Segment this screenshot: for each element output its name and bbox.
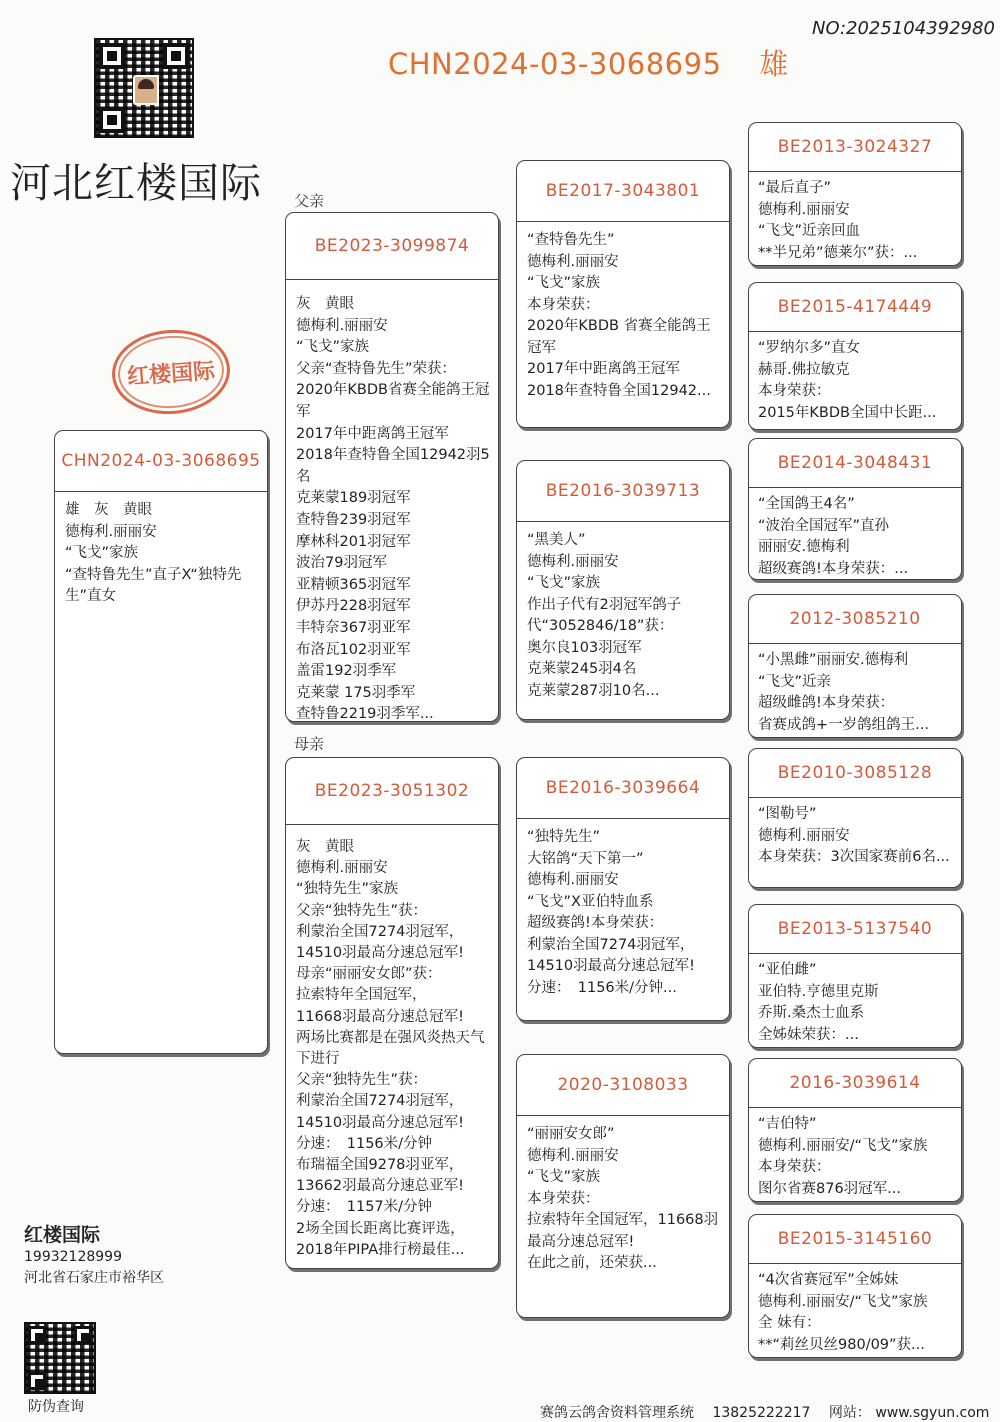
- ggp-line: “小黑雌”丽丽安.德梅利: [758, 652, 909, 668]
- father-ring: BE2023-3099874: [286, 213, 498, 280]
- ggp-line: 全姊妹荣获：...: [758, 1026, 859, 1043]
- ggp-line: “最后直子”: [758, 180, 832, 196]
- subject-card[interactable]: [54, 430, 268, 1054]
- great-grandparent-details: [749, 644, 961, 742]
- ggp-line: 图尔省赛876羽冠军...: [758, 1180, 902, 1197]
- gp-line: 2018年查特鲁全国12942...: [527, 382, 711, 399]
- father-line: 亚精顿365羽冠军: [296, 576, 411, 593]
- mother-line: “独特先生”家族: [296, 881, 399, 898]
- great-grandparent-details: [749, 172, 961, 270]
- ggp-line: “罗纳尔多”直女: [758, 340, 861, 356]
- footer: [540, 1402, 989, 1422]
- great-grandparent-details: [749, 798, 961, 875]
- father-line: 波治79羽冠军: [296, 555, 387, 572]
- mother-line: 父亲“独特先生”获：: [296, 902, 428, 919]
- gp-line: “查特鲁先生”: [527, 232, 615, 248]
- ggp-line: **半兄弟”德莱尔”获：...: [758, 244, 918, 261]
- header-ring: [388, 42, 789, 83]
- mother-line: 两场比赛都是在强风炎热天气下进行: [296, 1029, 485, 1068]
- great-grandparent-details: [749, 488, 961, 586]
- great-grandparent-card[interactable]: [748, 748, 962, 888]
- ggp-line: 2015年KBDB全国中长距...: [758, 404, 937, 421]
- mother-line: 利蒙治全国7274羽冠军，: [296, 1093, 464, 1110]
- ggp-line: 德梅利.丽丽安/“飞戈”家族: [758, 1293, 928, 1310]
- gp-line: 德梅利.丽丽安: [527, 872, 619, 888]
- great-grandparent-details: [749, 1264, 961, 1362]
- father-line: 2018年查特鲁全国12942羽5名: [296, 447, 490, 485]
- gp-line: 在此之前，还荣获...: [527, 1255, 657, 1271]
- subject-line: “查特鲁先生”直子X“独特先生”直女: [65, 566, 242, 604]
- father-line: 2017年中距离鸽王冠军: [296, 425, 449, 442]
- mother-line: 布瑞福全国9278羽亚军，: [296, 1157, 464, 1174]
- footer-system: 赛鸽云鸽舍资料管理系统: [540, 1405, 694, 1421]
- father-line: 灰 黄眼: [296, 296, 354, 312]
- gp-line: 克莱蒙287羽10名...: [527, 682, 660, 699]
- gp-line: 克莱蒙245羽4名: [527, 661, 637, 677]
- mother-line: 2018年PIPA排行榜最佳...: [296, 1241, 465, 1258]
- great-grandparent-card[interactable]: [748, 282, 962, 430]
- mother-details: [286, 825, 498, 1267]
- father-line: 丰特奈367羽亚军: [296, 619, 411, 636]
- ggp-line: 全 妹有：: [758, 1315, 821, 1331]
- ggp-line: 德梅利.丽丽安: [758, 827, 850, 844]
- mother-line: 11668羽最高分速总冠军!: [296, 1008, 464, 1025]
- mother-line: 分速： 1156米/分钟: [296, 1135, 433, 1152]
- brand-title: 河北红楼国际: [10, 159, 262, 207]
- father-line: 盖雷192羽季军: [296, 663, 397, 680]
- ggp-line: 丽丽安.德梅利: [758, 539, 850, 555]
- great-grandparent-card[interactable]: [748, 1214, 962, 1358]
- mother-line: 母亲“丽丽安女郎”获：: [296, 966, 442, 983]
- mother-line: 13662羽最高分速总亚军!: [296, 1178, 464, 1195]
- subject-line: 德梅利.丽丽安: [65, 523, 157, 540]
- ggp-line: 超级赛鸽!本身荣获：...: [758, 560, 909, 577]
- gp-line: 本身荣获：: [527, 296, 600, 313]
- top-qr-code[interactable]: [94, 38, 194, 138]
- grandparent-ring: BE2016-3039664: [517, 758, 729, 819]
- father-line: 克莱蒙 175羽季军: [296, 684, 416, 701]
- footer-phone: 13825222217: [712, 1405, 811, 1421]
- ggp-line: 德梅利.丽丽安: [758, 201, 850, 218]
- gp-line: “飞戈”家族: [527, 275, 601, 291]
- father-line: 摩林科201羽冠军: [296, 533, 411, 550]
- gp-line: 最高分速总冠军!: [527, 1233, 635, 1250]
- ggp-line: 乔斯.桑杰士血系: [758, 1005, 865, 1021]
- great-grandparent-card[interactable]: [748, 1058, 962, 1202]
- grandparent-details: [517, 222, 729, 408]
- grandparent-details: [517, 1116, 729, 1281]
- mother-line: 2场全国长距离比赛评选，: [296, 1220, 465, 1237]
- ggp-line: 本身荣获：3次国家赛前6名...: [758, 849, 950, 865]
- great-grandparent-ring: BE2013-5137540: [749, 905, 961, 954]
- verify-label[interactable]: 防伪查询: [28, 1399, 84, 1415]
- father-line: 查特鲁239羽冠军: [296, 511, 411, 528]
- ggp-line: **“莉丝贝丝980/09”获...: [758, 1336, 925, 1353]
- contact-phone: 19932128999: [24, 1249, 122, 1265]
- gp-line: 利蒙治全国7274羽冠军，: [527, 936, 695, 953]
- mother-label: 母亲: [294, 735, 325, 753]
- ggp-line: 亚伯特.亨德里克斯: [758, 983, 879, 1000]
- gp-line: 拉索特年全国冠军，11668羽: [527, 1212, 719, 1228]
- ggp-line: “波治全国冠军”直孙: [758, 517, 890, 534]
- great-grandparent-ring: 2016-3039614: [749, 1059, 961, 1108]
- footer-site-label: 网站：: [828, 1405, 871, 1421]
- gp-line: “黑美人”: [527, 532, 586, 548]
- father-line: “飞戈”家族: [296, 339, 370, 356]
- gp-line: “飞戈”家族: [527, 575, 601, 591]
- gp-line: “丽丽安女郎”: [527, 1126, 615, 1142]
- father-line: 布洛瓦102羽亚军: [296, 641, 411, 658]
- ggp-line: “图勒号”: [758, 806, 817, 822]
- mother-line: 分速： 1157米/分钟: [296, 1199, 433, 1216]
- grandparent-ring: 2020-3108033: [517, 1055, 729, 1116]
- gp-line: 2017年中距离鸽王冠军: [527, 361, 680, 377]
- verify-qr-code[interactable]: [24, 1322, 96, 1394]
- mother-line: 父亲“独特先生”获：: [296, 1072, 428, 1089]
- mother-line: 拉索特年全国冠军，: [296, 987, 427, 1004]
- great-grandparent-ring: 2012-3085210: [749, 595, 961, 644]
- great-grandparent-card[interactable]: [748, 594, 962, 738]
- doc-number: NO:2025104392980: [812, 18, 995, 39]
- father-label: 父亲: [294, 192, 325, 210]
- subject-details: [55, 492, 267, 614]
- contact-name: 红楼国际: [24, 1224, 101, 1246]
- ggp-line: “吉伯特”: [758, 1116, 817, 1132]
- ggp-line: 本身荣获：: [758, 383, 831, 399]
- grandparent-details: [517, 522, 729, 708]
- father-details: [286, 280, 498, 732]
- subject-line: “飞戈”家族: [65, 545, 139, 561]
- father-card[interactable]: [285, 212, 499, 722]
- footer-site-link[interactable]: www.sgyun.com: [875, 1405, 990, 1421]
- mother-line: 德梅利.丽丽安: [296, 860, 388, 877]
- gp-line: 奥尔良103羽冠军: [527, 639, 642, 656]
- brand-stamp: 红楼国际: [109, 326, 233, 418]
- gp-line: “独特先生”: [527, 829, 601, 845]
- ggp-line: 超级雌鸽!本身荣获：: [758, 695, 895, 711]
- gp-line: 德梅利.丽丽安: [527, 1147, 619, 1164]
- grandparent-ring: BE2016-3039713: [517, 461, 729, 522]
- subject-line: 雄 灰 黄眼: [65, 502, 152, 518]
- ggp-line: 省赛成鸽+一岁鸽组鸽王...: [758, 716, 929, 733]
- father-line: 查特鲁2219羽季军...: [296, 706, 434, 723]
- mother-ring: BE2023-3051302: [286, 758, 498, 825]
- great-grandparent-card[interactable]: [748, 904, 962, 1048]
- ggp-line: “亚伯雌”: [758, 962, 817, 978]
- header-ring-number: CHN2024-03-3068695: [388, 47, 722, 81]
- contact-block: [24, 1220, 224, 1287]
- gp-line: 大铭鸽“天下第一”: [527, 850, 644, 867]
- mother-card[interactable]: [285, 757, 499, 1269]
- great-grandparent-card[interactable]: [748, 438, 962, 580]
- gp-line: 本身荣获：: [527, 1190, 600, 1207]
- grandparent-card[interactable]: [516, 757, 730, 1021]
- gp-line: 作出子代有2羽冠军鸽子代“3052846/18”获：: [527, 596, 682, 634]
- father-line: 2020年KBDB省赛全能鸽王冠军: [296, 382, 490, 420]
- mother-line: 灰 黄眼: [296, 839, 354, 855]
- gp-line: 分速： 1156米/分钟...: [527, 979, 677, 996]
- gp-line: 德梅利.丽丽安: [527, 253, 619, 270]
- ggp-line: “4次省赛冠军”全姊妹: [758, 1272, 899, 1288]
- gp-line: 14510羽最高分速总冠军!: [527, 958, 695, 974]
- great-grandparent-details: [749, 1108, 961, 1206]
- great-grandparent-ring: BE2013-3024327: [749, 123, 961, 172]
- grandparent-card[interactable]: [516, 460, 730, 720]
- great-grandparent-details: [749, 332, 961, 430]
- father-line: 伊苏丹228羽冠军: [296, 598, 411, 615]
- father-line: 父亲“查特鲁先生”荣获：: [296, 360, 457, 377]
- header-sex: 雄: [759, 47, 789, 81]
- contact-address: 河北省石家庄市裕华区: [24, 1270, 164, 1286]
- great-grandparent-ring: BE2014-3048431: [749, 439, 961, 488]
- gp-line: “飞戈”家族: [527, 1169, 601, 1185]
- ggp-line: 赫哥.佛拉敏克: [758, 361, 850, 378]
- ggp-line: “全国鸽王4名”: [758, 496, 855, 512]
- great-grandparent-details: [749, 954, 961, 1052]
- great-grandparent-ring: BE2015-3145160: [749, 1215, 961, 1264]
- gp-line: 超级赛鸽!本身荣获：: [527, 915, 664, 931]
- gp-line: “飞戈”X亚伯特血系: [527, 893, 654, 910]
- grandparent-details: [517, 819, 729, 1005]
- mother-line: 14510羽最高分速总冠军!: [296, 945, 464, 962]
- ggp-line: 本身荣获：: [758, 1159, 831, 1175]
- ggp-line: “飞戈”近亲: [758, 673, 832, 690]
- grandparent-card[interactable]: [516, 160, 730, 428]
- grandparent-card[interactable]: [516, 1054, 730, 1318]
- grandparent-ring: BE2017-3043801: [517, 161, 729, 222]
- great-grandparent-ring: BE2015-4174449: [749, 283, 961, 332]
- ggp-line: “飞戈”近亲回血: [758, 223, 861, 239]
- great-grandparent-card[interactable]: [748, 122, 962, 266]
- father-line: 德梅利.丽丽安: [296, 317, 388, 334]
- avatar: [133, 75, 159, 105]
- great-grandparent-ring: BE2010-3085128: [749, 749, 961, 798]
- subject-ring: CHN2024-03-3068695: [55, 431, 267, 492]
- ggp-line: 德梅利.丽丽安/“飞戈”家族: [758, 1137, 928, 1154]
- mother-line: 14510羽最高分速总冠军!: [296, 1114, 464, 1131]
- gp-line: 2020年KBDB 省赛全能鸽王冠军: [527, 318, 711, 356]
- mother-line: 利蒙治全国7274羽冠军，: [296, 923, 464, 940]
- father-line: 克莱蒙189羽冠军: [296, 490, 411, 507]
- gp-line: 德梅利.丽丽安: [527, 553, 619, 570]
